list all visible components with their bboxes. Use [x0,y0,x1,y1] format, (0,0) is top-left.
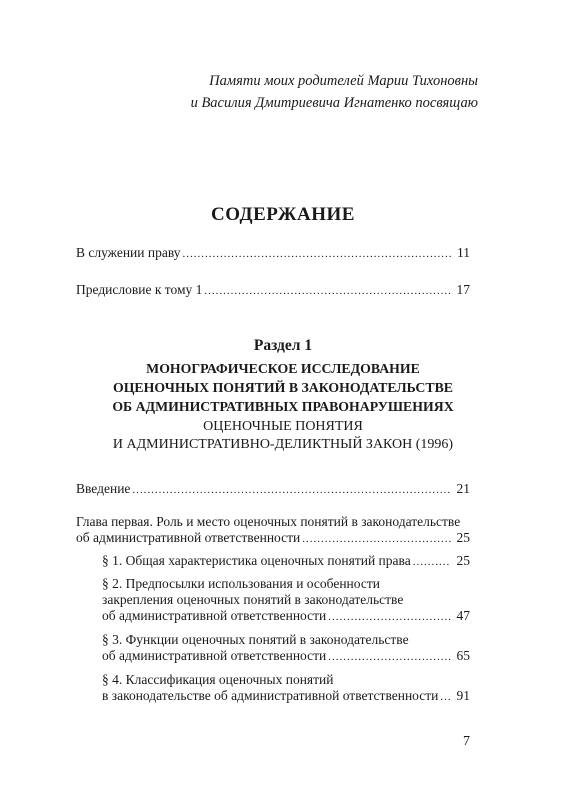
leader-dots [413,554,451,570]
toc-entry-paragraph-2[interactable] [102,576,470,625]
toc-entry-title-line-2: об административной ответственности [102,648,327,663]
toc-entry-page: 17 [456,282,470,297]
toc-entry-paragraph-1[interactable] [102,553,470,570]
section-label: Раздел 1 [253,337,313,354]
toc-entry-title-line-3: об административной ответственности [102,608,327,623]
toc-entry-page: 91 [456,688,470,703]
toc-entry-title-line-2: в законодательстве об административной ответственности [102,688,439,703]
toc-entry-page: 65 [456,648,470,663]
section-title-line-2: ОЦЕНОЧНЫХ ПОНЯТИЙ В ЗАКОНОДАТЕЛЬСТВЕ [112,380,454,395]
toc-entry-title: Введение [76,481,131,496]
section-subtitle-line-1: ОЦЕНОЧНЫЕ ПОНЯТИЯ [203,419,363,434]
toc-entry-page: 25 [456,530,470,545]
leader-dots [328,609,451,625]
toc-entry-paragraph-3[interactable] [102,632,470,665]
toc-entry-title-line-2: закрепления оценочных понятий в законодательстве [102,592,404,607]
dedication [191,70,478,114]
toc-entry-preface[interactable] [76,282,470,299]
toc-entry-title: § 1. Общая характеристика оценочных понятий права [102,553,411,568]
leader-dots [302,531,451,547]
section-subtitle-line-2: И АДМИНИСТРАТИВНО-ДЕЛИКТНЫЙ ЗАКОН (1996) [112,437,454,452]
toc-entry-introduction[interactable] [76,481,470,498]
section-title [0,359,566,416]
toc-entry-title-line-1: Глава первая. Роль и место оценочных понятий в законодательстве [76,514,461,529]
toc-entry-paragraph-4[interactable] [102,672,470,705]
section-title-line-3: ОБ АДМИНИСТРАТИВНЫХ ПРАВОНАРУШЕНИЯХ [112,399,454,414]
toc-entry-title-line-1: § 3. Функции оценочных понятий в законодательстве [102,632,409,647]
leader-dots [328,649,451,665]
dedication-line-2: и Василия Дмитриевича Игнатенко посвящаю [190,95,478,111]
toc-entry-page: 47 [456,608,470,623]
toc-entry-page: 11 [457,245,470,260]
toc-entry-title-line-2: об административной ответственности [76,530,301,545]
section-subtitle [0,418,566,454]
leader-dots [132,482,451,498]
toc-entry-page: 25 [456,553,470,568]
toc-entry-chapter-1[interactable] [76,514,470,547]
toc-entry-title: В служении праву [76,245,181,260]
dedication-line-1: Памяти моих родителей Марии Тихоновны [209,73,478,89]
toc-entry-title-line-1: § 2. Предпосылки использования и особенности [102,576,380,591]
toc-entry-foreword-service[interactable] [76,245,470,262]
leader-dots [204,283,451,299]
page-number: 7 [463,734,470,749]
section-title-line-1: МОНОГРАФИЧЕСКОЕ ИССЛЕДОВАНИЕ [146,361,420,376]
toc-entry-page: 21 [456,481,470,496]
toc-title: СОДЕРЖАНИЕ [211,204,355,225]
toc-entry-title: Предисловие к тому 1 [76,282,203,297]
leader-dots [440,689,451,705]
toc-entry-title-line-1: § 4. Классификация оценочных понятий [102,672,334,687]
leader-dots [183,246,452,262]
